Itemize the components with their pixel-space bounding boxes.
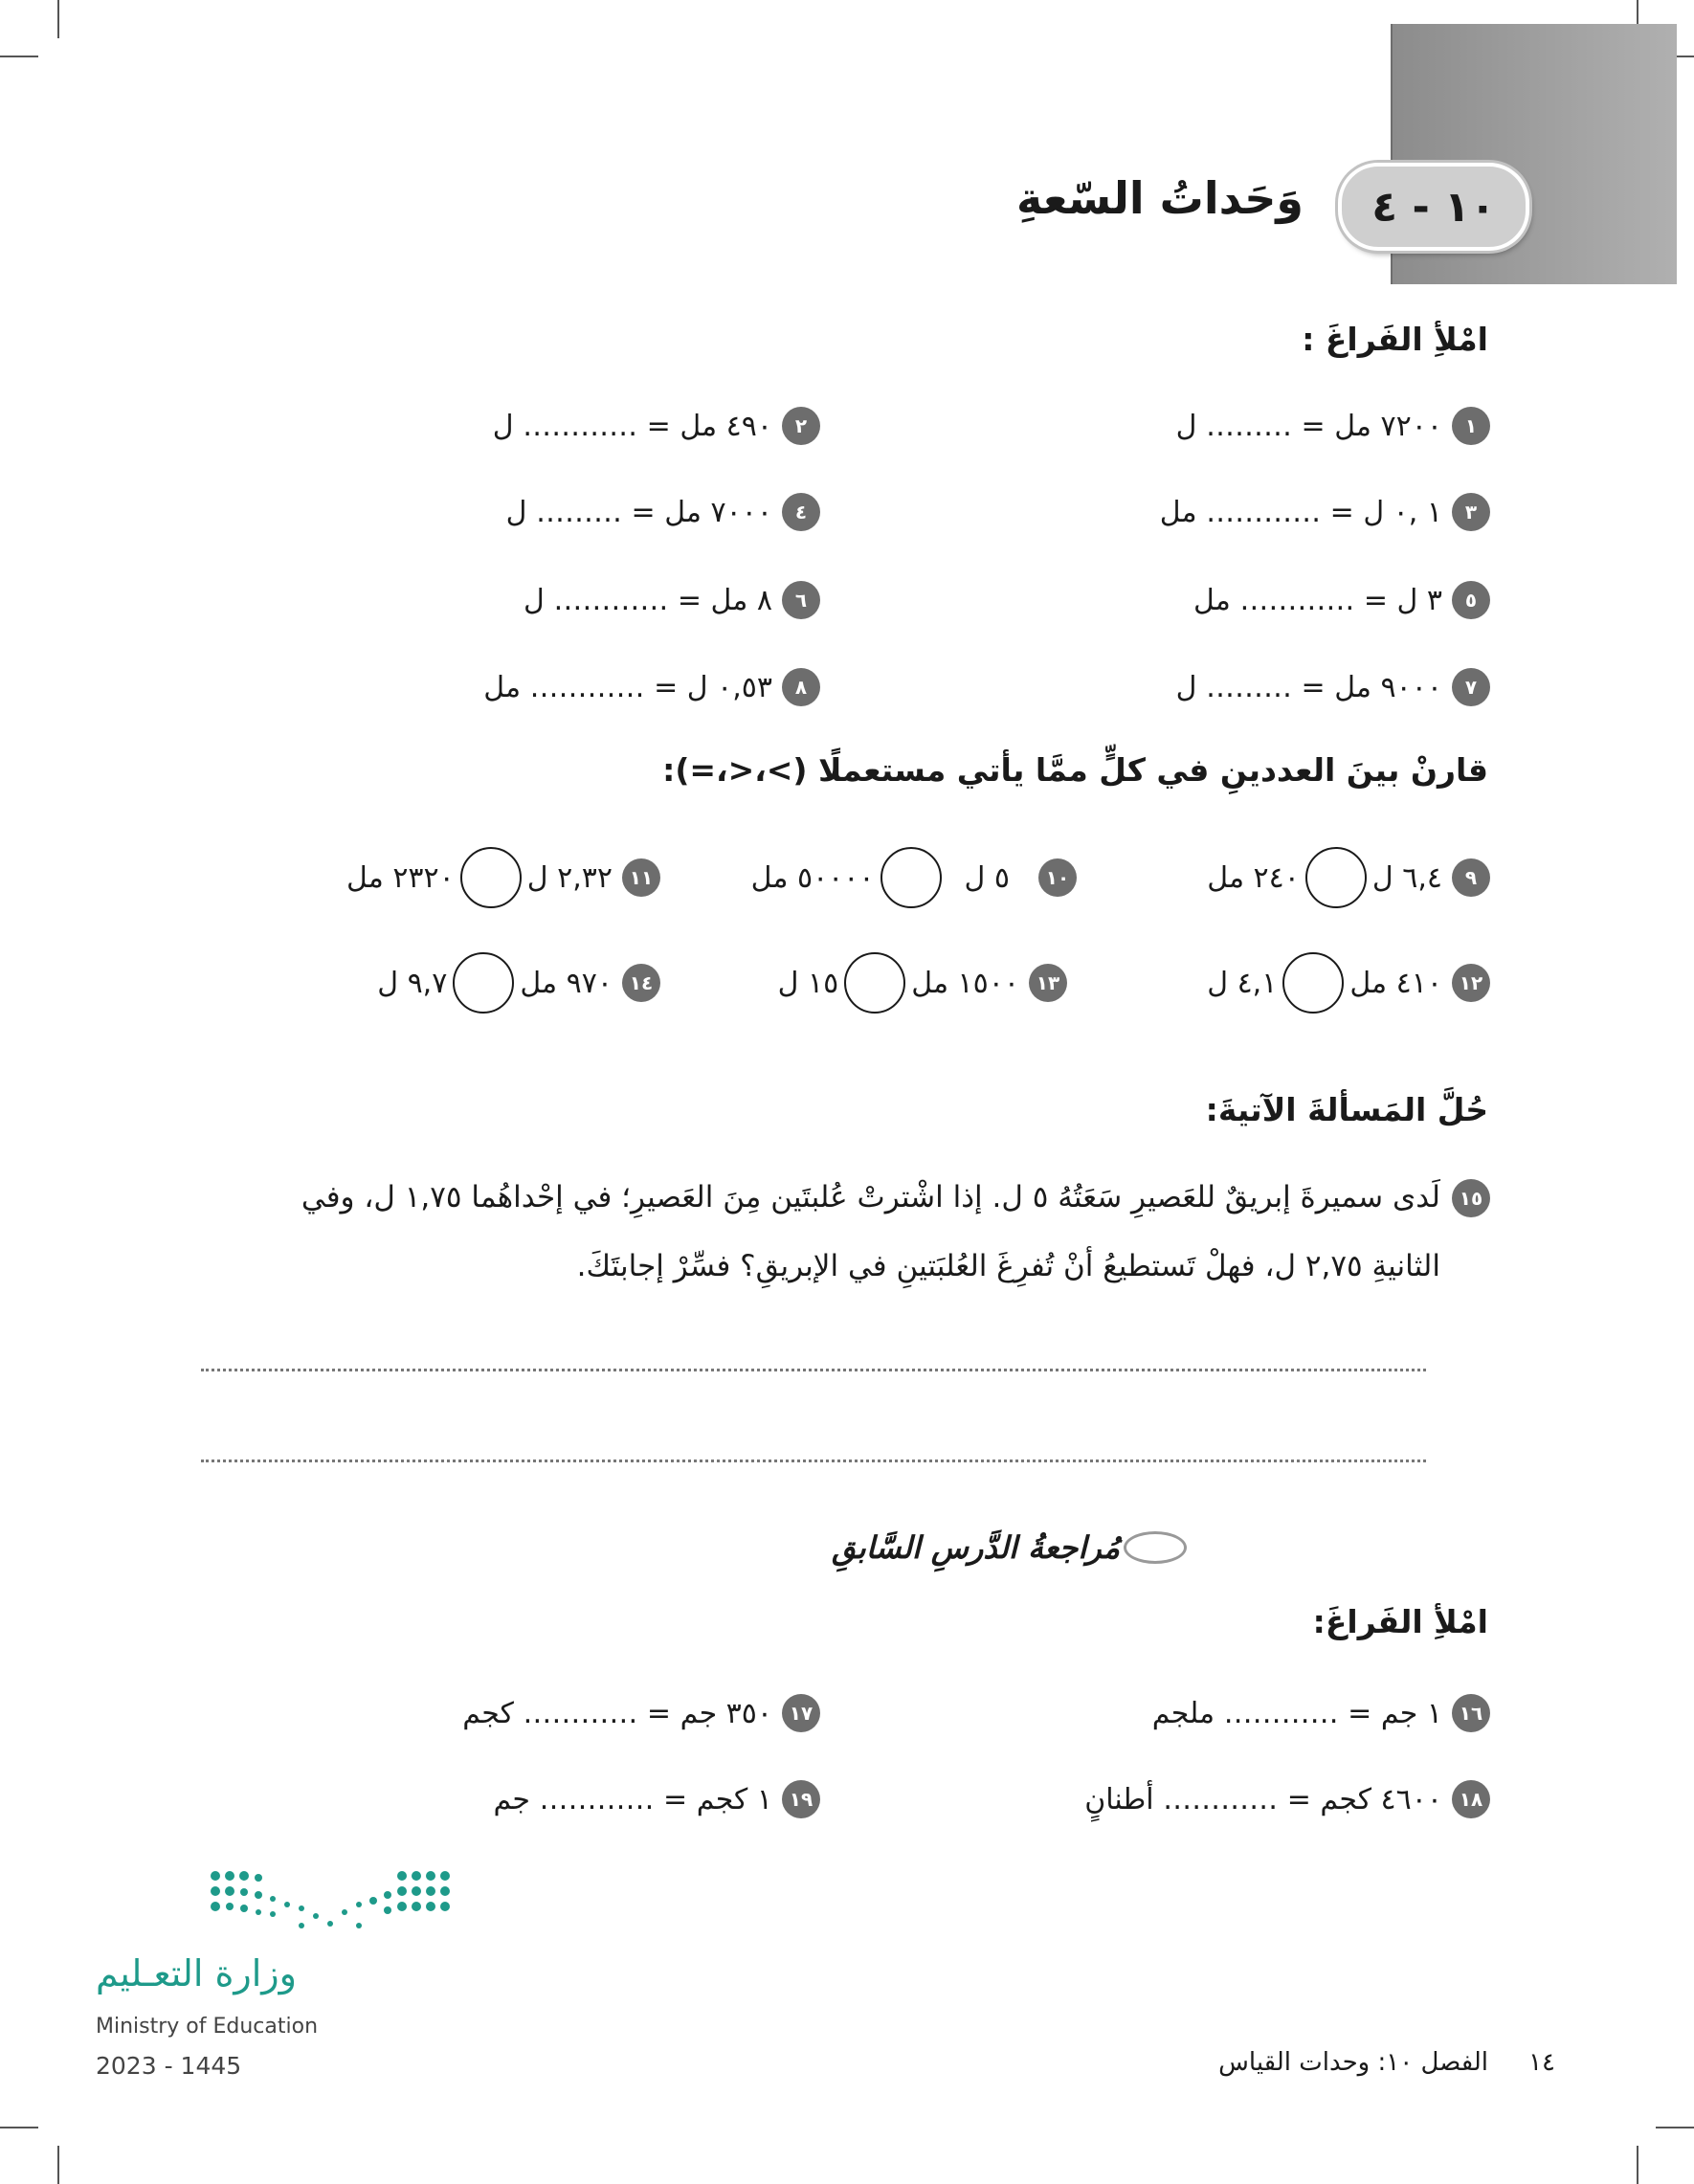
compare-circle[interactable] xyxy=(880,847,942,908)
compare-right: ٤,١ ل xyxy=(1207,966,1278,1000)
exercise-text: ٧٢٠٠ مل = ……… ل xyxy=(1175,409,1442,443)
crop-mark xyxy=(57,0,59,38)
ministry-name-english: Ministry of Education xyxy=(96,2015,319,2039)
exercise-18 xyxy=(1084,1780,1490,1818)
review-heading: امْلأِ الفَراغَ: xyxy=(1312,1603,1488,1640)
exercise-number-badge: ٢ xyxy=(782,407,820,445)
exercise-16 xyxy=(1152,1694,1490,1732)
exercise-number-badge: ١٥ xyxy=(1452,1179,1490,1217)
lesson-title: وَحَداتُ السّعةِ xyxy=(1015,172,1304,224)
chapter-label: الفصل ١٠: وحدات القياس xyxy=(1218,2048,1488,2077)
academic-year: 2023 - 1445 xyxy=(96,2052,242,2080)
crop-mark xyxy=(0,56,38,57)
exercise-number-badge: ١٦ xyxy=(1452,1694,1490,1732)
compare-left: ٦,٤ ل xyxy=(1371,860,1442,895)
problem-line-1: لَدى سميرةَ إبريقٌ للعَصيرِ سَعَتُهُ ٥ ل. إذا اشْترتْ عُلبتَين مِنَ العَصيرِ؛ في إحْداهُما ١,٧٥ ل، وفي xyxy=(301,1180,1440,1215)
compare-14 xyxy=(377,952,660,1014)
exercise-number-badge: ١١ xyxy=(622,858,660,897)
crop-mark xyxy=(1637,2146,1638,2184)
exercise-number-badge: ٩ xyxy=(1452,858,1490,897)
exercise-number-badge: ٨ xyxy=(782,668,820,706)
compare-left: ٢,٣٢ ل xyxy=(526,860,613,895)
exercise-2 xyxy=(493,407,820,445)
compare-9 xyxy=(1207,847,1490,908)
exercise-number-badge: ٣ xyxy=(1452,493,1490,531)
compare-circle[interactable] xyxy=(460,847,522,908)
exercise-4 xyxy=(506,493,820,531)
exercise-5 xyxy=(1193,581,1490,619)
exercise-number-badge: ١٠ xyxy=(1038,858,1077,897)
exercise-6 xyxy=(524,581,820,619)
exercise-text: ٠,٥٣ ل = ………… مل xyxy=(483,670,772,704)
swirl-icon xyxy=(1124,1531,1187,1564)
compare-heading: قارنْ بينَ العددينِ في كلٍّ ممَّا يأتي مستعملًا (>،<،=): xyxy=(662,751,1488,789)
ministry-logo xyxy=(206,1866,455,1947)
problem-15 xyxy=(196,1163,1440,1301)
exercise-number-badge: ٦ xyxy=(782,581,820,619)
exercise-number-badge: ١٩ xyxy=(782,1780,820,1818)
compare-right: ١٥ ل xyxy=(777,966,839,1000)
exercise-text: ٩٠٠٠ مل = ……… ل xyxy=(1175,670,1442,704)
fill-blank-heading: امْلأِ الفَراغَ : xyxy=(1302,321,1488,358)
exercise-text: ١ ,٠ ل = ………… مل xyxy=(1159,495,1442,529)
review-title xyxy=(832,1529,1187,1566)
compare-left: ٤١٠ مل xyxy=(1349,966,1442,1000)
compare-left: ٩٧٠ مل xyxy=(520,966,613,1000)
exercise-number-badge: ١ xyxy=(1452,407,1490,445)
compare-13 xyxy=(778,952,1067,1014)
exercise-7 xyxy=(1176,668,1490,706)
exercise-text: ٤٦٠٠ كجم = ………… أطنانٍ xyxy=(1084,1782,1442,1816)
compare-left: ١٥٠٠ مل xyxy=(911,966,1019,1000)
exercise-number-badge: ٤ xyxy=(782,493,820,531)
compare-left: ٥ ل xyxy=(964,860,1010,895)
exercise-number-badge: ١٨ xyxy=(1452,1780,1490,1818)
exercise-number-badge: ١٣ xyxy=(1029,964,1067,1002)
page-number: ١٤ xyxy=(1528,2048,1555,2077)
exercise-17 xyxy=(462,1694,820,1732)
exercise-text: ٧٠٠٠ مل = ……… ل xyxy=(505,495,772,529)
compare-10 xyxy=(751,847,1077,908)
ministry-name-arabic: وزارة التعـليم xyxy=(96,1952,298,1995)
crop-mark xyxy=(1656,2127,1694,2128)
compare-11 xyxy=(346,847,660,908)
exercise-8 xyxy=(483,668,820,706)
problem-15-badge-wrap xyxy=(1452,1179,1490,1217)
review-title-text: مُراجعةُ الدَّرسِ السَّابقِ xyxy=(832,1529,1120,1566)
compare-circle[interactable] xyxy=(844,952,905,1014)
exercise-text: ٣٥٠ جم = ………… كجم xyxy=(462,1696,772,1730)
answer-line[interactable] xyxy=(201,1460,1426,1462)
compare-12 xyxy=(1207,952,1490,1014)
exercise-text: ١ كجم = ………… جم xyxy=(493,1782,772,1816)
exercise-text: ٨ مل = ………… ل xyxy=(524,583,772,617)
exercise-number-badge: ١٧ xyxy=(782,1694,820,1732)
compare-circle[interactable] xyxy=(1282,952,1344,1014)
exercise-number-badge: ١٤ xyxy=(622,964,660,1002)
exercise-19 xyxy=(493,1780,820,1818)
exercise-1 xyxy=(1176,407,1490,445)
compare-right: ٢٤٠ مل xyxy=(1207,860,1300,895)
exercise-number-badge: ٧ xyxy=(1452,668,1490,706)
answer-line[interactable] xyxy=(201,1369,1426,1371)
crop-mark xyxy=(57,2146,59,2184)
ministry-dots-icon xyxy=(206,1866,455,1943)
exercise-text: ٤٩٠ مل = ………… ل xyxy=(492,409,772,443)
word-problem-heading: حُلَّ المَسألةَ الآتيةَ: xyxy=(1205,1091,1488,1128)
exercise-3 xyxy=(1160,493,1490,531)
compare-circle[interactable] xyxy=(453,952,514,1014)
exercise-number-badge: ١٢ xyxy=(1452,964,1490,1002)
compare-circle[interactable] xyxy=(1305,847,1367,908)
compare-right: ٢٣٢٠ مل xyxy=(345,860,455,895)
exercise-number-badge: ٥ xyxy=(1452,581,1490,619)
compare-right: ٩,٧ ل xyxy=(377,966,448,1000)
lesson-number: ١٠ - ٤ xyxy=(1338,163,1529,251)
exercise-text: ٣ ل = ………… مل xyxy=(1193,583,1442,617)
compare-right: ٥٠٠٠٠ مل xyxy=(750,860,875,895)
exercise-text: ١ جم = ………… ملجم xyxy=(1151,1696,1442,1730)
problem-line-2: الثانيةِ ٢,٧٥ ل، فهلْ تَستطيعُ أنْ تُفرِغَ العُلبَتينِ في الإبريقِ؟ فسِّرْ إجابتَكَ. xyxy=(576,1249,1440,1283)
crop-mark xyxy=(0,2127,38,2128)
